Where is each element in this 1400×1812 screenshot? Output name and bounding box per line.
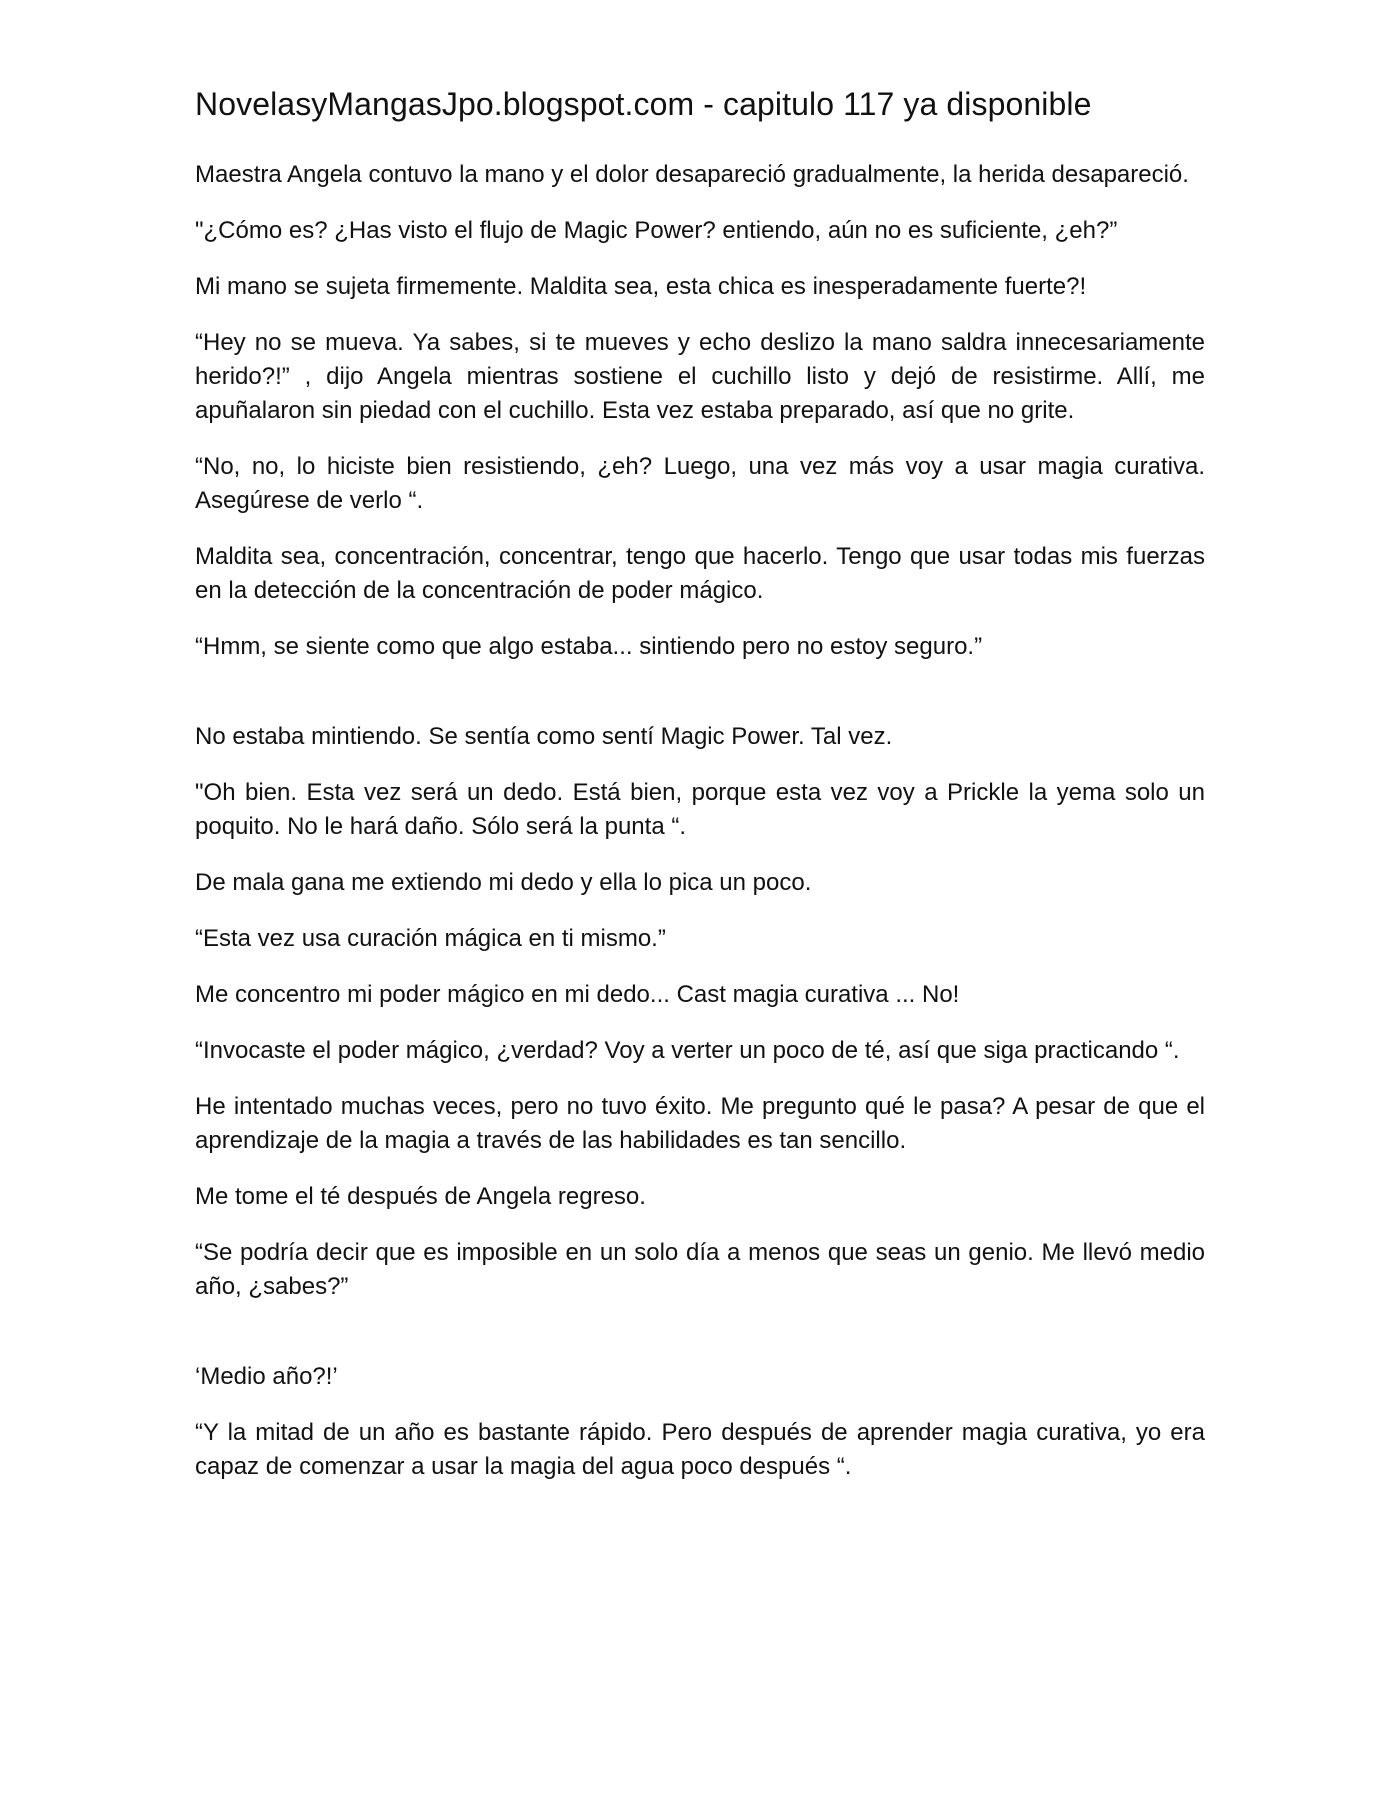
document-page [195, 84, 1205, 1506]
paragraph: “Se podría decir que es imposible en un solo día a menos que seas un genio. Me llevó medio año, ¿sabes?” [195, 1239, 1205, 1300]
page-header: NovelasyMangasJpo.blogspot.com - capitulo 117 ya disponible [195, 86, 1092, 122]
paragraph: “Esta vez usa curación mágica en ti mismo.” [195, 925, 666, 952]
paragraph: “No, no, lo hiciste bien resistiendo, ¿eh? Luego, una vez más voy a usar magia curativa. Asegúrese de verlo “. [195, 453, 1205, 514]
paragraph: “Hey no se mueva. Ya sabes, si te mueves y echo deslizo la mano saldra innecesariamente herido?!” , dijo Angela mientras sostiene el cuchillo listo y dejó de resistirme. Allí, me apuñalaron sin piedad con el cuchillo. Esta vez estaba preparado, así que no grite. [195, 329, 1205, 424]
paragraph: Me tome el té después de Angela regreso. [195, 1183, 646, 1210]
paragraph: De mala gana me extiendo mi dedo y ella lo pica un poco. [195, 869, 812, 896]
paragraph: "¿Cómo es? ¿Has visto el flujo de Magic Power? entiendo, aún no es suficiente, ¿eh?” [195, 217, 1118, 244]
paragraph: Mi mano se sujeta firmemente. Maldita sea, esta chica es inesperadamente fuerte?! [195, 273, 1087, 300]
paragraph: “Hmm, se siente como que algo estaba... sintiendo pero no estoy seguro.” [195, 633, 983, 660]
paragraph: Maestra Angela contuvo la mano y el dolor desapareció gradualmente, la herida desapareció. [195, 161, 1189, 188]
paragraph: ‘Medio año?!’ [195, 1363, 338, 1390]
paragraph: “Y la mitad de un año es bastante rápido. Pero después de aprender magia curativa, yo era capaz de comenzar a usar la magia del agua poco después “. [195, 1419, 1205, 1480]
paragraph: “Invocaste el poder mágico, ¿verdad? Voy a verter un poco de té, así que siga practicando “. [195, 1037, 1180, 1064]
paragraph: Maldita sea, concentración, concentrar, tengo que hacerlo. Tengo que usar todas mis fuerzas en la detección de la concentración de poder mágico. [195, 543, 1205, 604]
paragraph: No estaba mintiendo. Se sentía como sentí Magic Power. Tal vez. [195, 723, 893, 750]
paragraph: He intentado muchas veces, pero no tuvo éxito. Me pregunto qué le pasa? A pesar de que el aprendizaje de la magia a través de las habilidades es tan sencillo. [195, 1093, 1205, 1154]
paragraph: "Oh bien. Esta vez será un dedo. Está bien, porque esta vez voy a Prickle la yema solo un poquito. No le hará daño. Sólo será la punta “. [195, 779, 1205, 840]
paragraph: Me concentro mi poder mágico en mi dedo... Cast magia curativa ... No! [195, 981, 960, 1008]
